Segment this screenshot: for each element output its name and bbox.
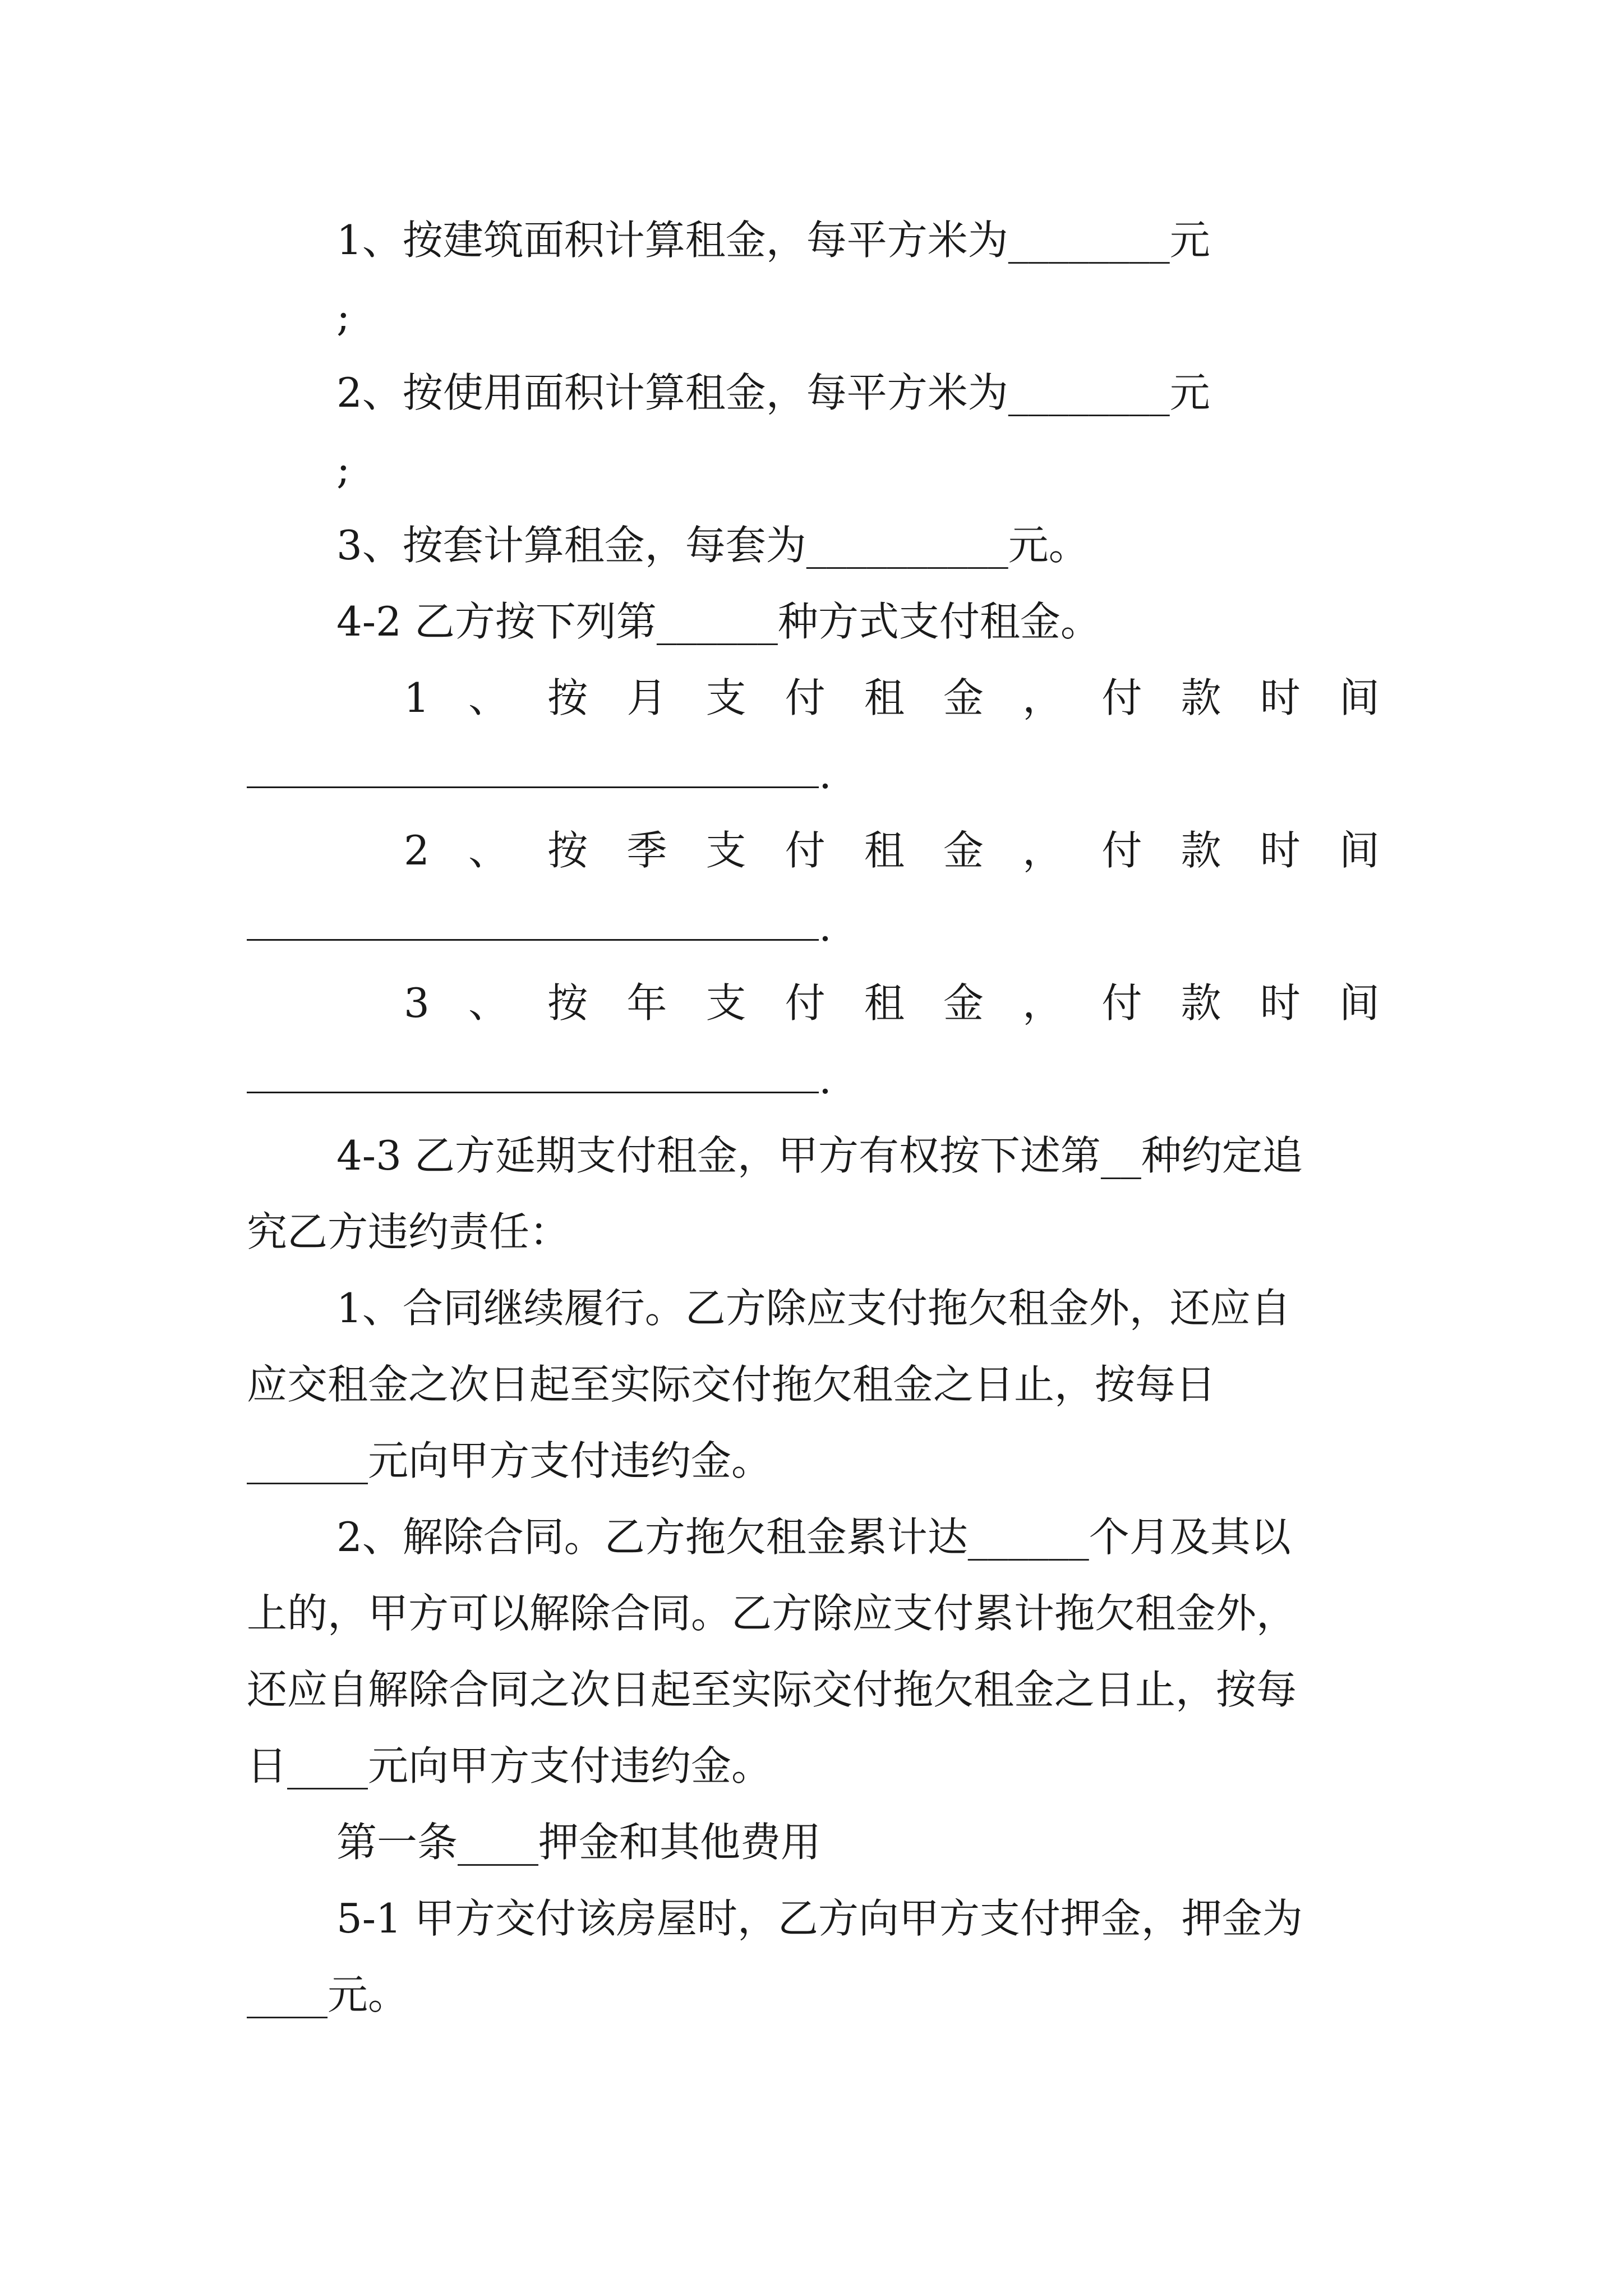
pay-yearly-blank-line xyxy=(247,1041,1380,1117)
clause-5-1-line-2: ____元。 xyxy=(247,1971,409,2018)
pay-yearly-char: 付 xyxy=(1101,979,1142,1027)
pay-quarterly-end: . xyxy=(819,903,832,950)
remedy-2-line-1: 2、解除合同。乙方拖欠租金累计达______个月及其以 xyxy=(336,1513,1291,1561)
remedy-2-line-2: 上的，甲方可以解除合同。乙方除应支付累计拖欠租金外， xyxy=(247,1590,1297,1637)
pay-monthly-char: 租 xyxy=(864,674,905,721)
pay-monthly-end: . xyxy=(819,751,832,798)
clause-4-3-line-2: 究乙方违约责任： xyxy=(247,1208,570,1255)
clause-5-1-line-1: 5-1 甲方交付该房屋时，乙方向甲方支付押金，押金为 xyxy=(336,1895,1303,1942)
pay-yearly-blank xyxy=(247,1052,819,1093)
pay-monthly-char: 款 xyxy=(1181,674,1221,721)
rent-option-usable-area: 2、按使用面积计算租金，每平方米为________元 xyxy=(336,369,1210,416)
pay-quarterly-char: 金 xyxy=(943,827,984,874)
pay-quarterly-blank xyxy=(247,900,819,941)
pay-monthly-char: 金 xyxy=(943,674,984,721)
pay-monthly-blank xyxy=(247,747,819,788)
article-heading: 第一条____押金和其他费用 xyxy=(336,1819,822,1866)
rent-option-building-area-end: ; xyxy=(336,293,351,340)
pay-monthly-char: 月 xyxy=(626,674,667,721)
remedy-2-line-4: 日____元向甲方支付违约金。 xyxy=(247,1742,772,1789)
pay-yearly-char: 间 xyxy=(1339,979,1380,1027)
pay-monthly-char: 时 xyxy=(1260,674,1301,721)
rent-option-usable-area-end: ; xyxy=(336,445,351,493)
pay-monthly-char: 付 xyxy=(785,674,826,721)
clause-4-3-line-1: 4-3 乙方延期支付租金，甲方有权按下述第__种约定追 xyxy=(336,1132,1303,1179)
pay-quarterly-blank-line xyxy=(247,889,1380,965)
rent-option-building-area: 1、按建筑面积计算租金，每平方米为________元 xyxy=(336,217,1210,264)
pay-yearly-char: 租 xyxy=(864,979,905,1027)
pay-yearly-end: . xyxy=(819,1056,832,1103)
rent-option-per-unit: 3、按套计算租金，每套为__________元。 xyxy=(336,522,1089,569)
pay-quarterly-char: 2 xyxy=(404,827,430,874)
pay-monthly-char: 1 xyxy=(404,674,430,721)
pay-monthly-char: 付 xyxy=(1101,674,1142,721)
pay-monthly-blank-line xyxy=(247,736,1380,812)
pay-yearly-char: 金 xyxy=(943,979,984,1027)
document-page xyxy=(247,202,1380,2033)
pay-quarterly-char: 租 xyxy=(864,827,905,874)
pay-yearly-char: 按 xyxy=(547,979,588,1027)
pay-yearly-char: 年 xyxy=(626,979,667,1027)
remedy-1-line-1: 1、合同继续履行。乙方除应支付拖欠租金外，还应自 xyxy=(336,1285,1291,1332)
pay-quarterly-char: 支 xyxy=(706,827,746,874)
pay-quarterly-char: 付 xyxy=(1101,827,1142,874)
remedy-1-line-3: ______元向甲方支付违约金。 xyxy=(247,1437,772,1484)
pay-quarterly-line xyxy=(247,812,1380,889)
pay-yearly-char: 3 xyxy=(404,979,430,1027)
remedy-2-line-3: 还应自解除合同之次日起至实际交付拖欠租金之日止，按每 xyxy=(247,1666,1297,1713)
pay-yearly-char: 付 xyxy=(785,979,826,1027)
pay-yearly-char: ， xyxy=(1022,979,1063,1027)
pay-quarterly-char: 季 xyxy=(626,827,667,874)
pay-yearly-char: 、 xyxy=(468,979,509,1027)
pay-yearly-line xyxy=(247,965,1380,1041)
pay-yearly-char: 款 xyxy=(1181,979,1221,1027)
pay-monthly-line xyxy=(247,660,1380,736)
remedy-1-line-2: 应交租金之次日起至实际交付拖欠租金之日止，按每日 xyxy=(247,1361,1216,1408)
pay-monthly-char: 、 xyxy=(468,674,509,721)
pay-yearly-char: 时 xyxy=(1260,979,1301,1027)
pay-monthly-char: 间 xyxy=(1339,674,1380,721)
pay-quarterly-char: ， xyxy=(1022,827,1063,874)
pay-quarterly-char: 间 xyxy=(1339,827,1380,874)
pay-monthly-char: 按 xyxy=(547,674,588,721)
pay-quarterly-char: 、 xyxy=(468,827,509,874)
clause-4-2: 4-2 乙方按下列第______种方式支付租金。 xyxy=(336,598,1101,645)
pay-quarterly-char: 时 xyxy=(1260,827,1301,874)
pay-quarterly-char: 付 xyxy=(785,827,826,874)
pay-monthly-char: 支 xyxy=(706,674,746,721)
pay-quarterly-char: 按 xyxy=(547,827,588,874)
pay-monthly-char: ， xyxy=(1022,674,1063,721)
pay-yearly-char: 支 xyxy=(706,979,746,1027)
pay-quarterly-char: 款 xyxy=(1181,827,1221,874)
